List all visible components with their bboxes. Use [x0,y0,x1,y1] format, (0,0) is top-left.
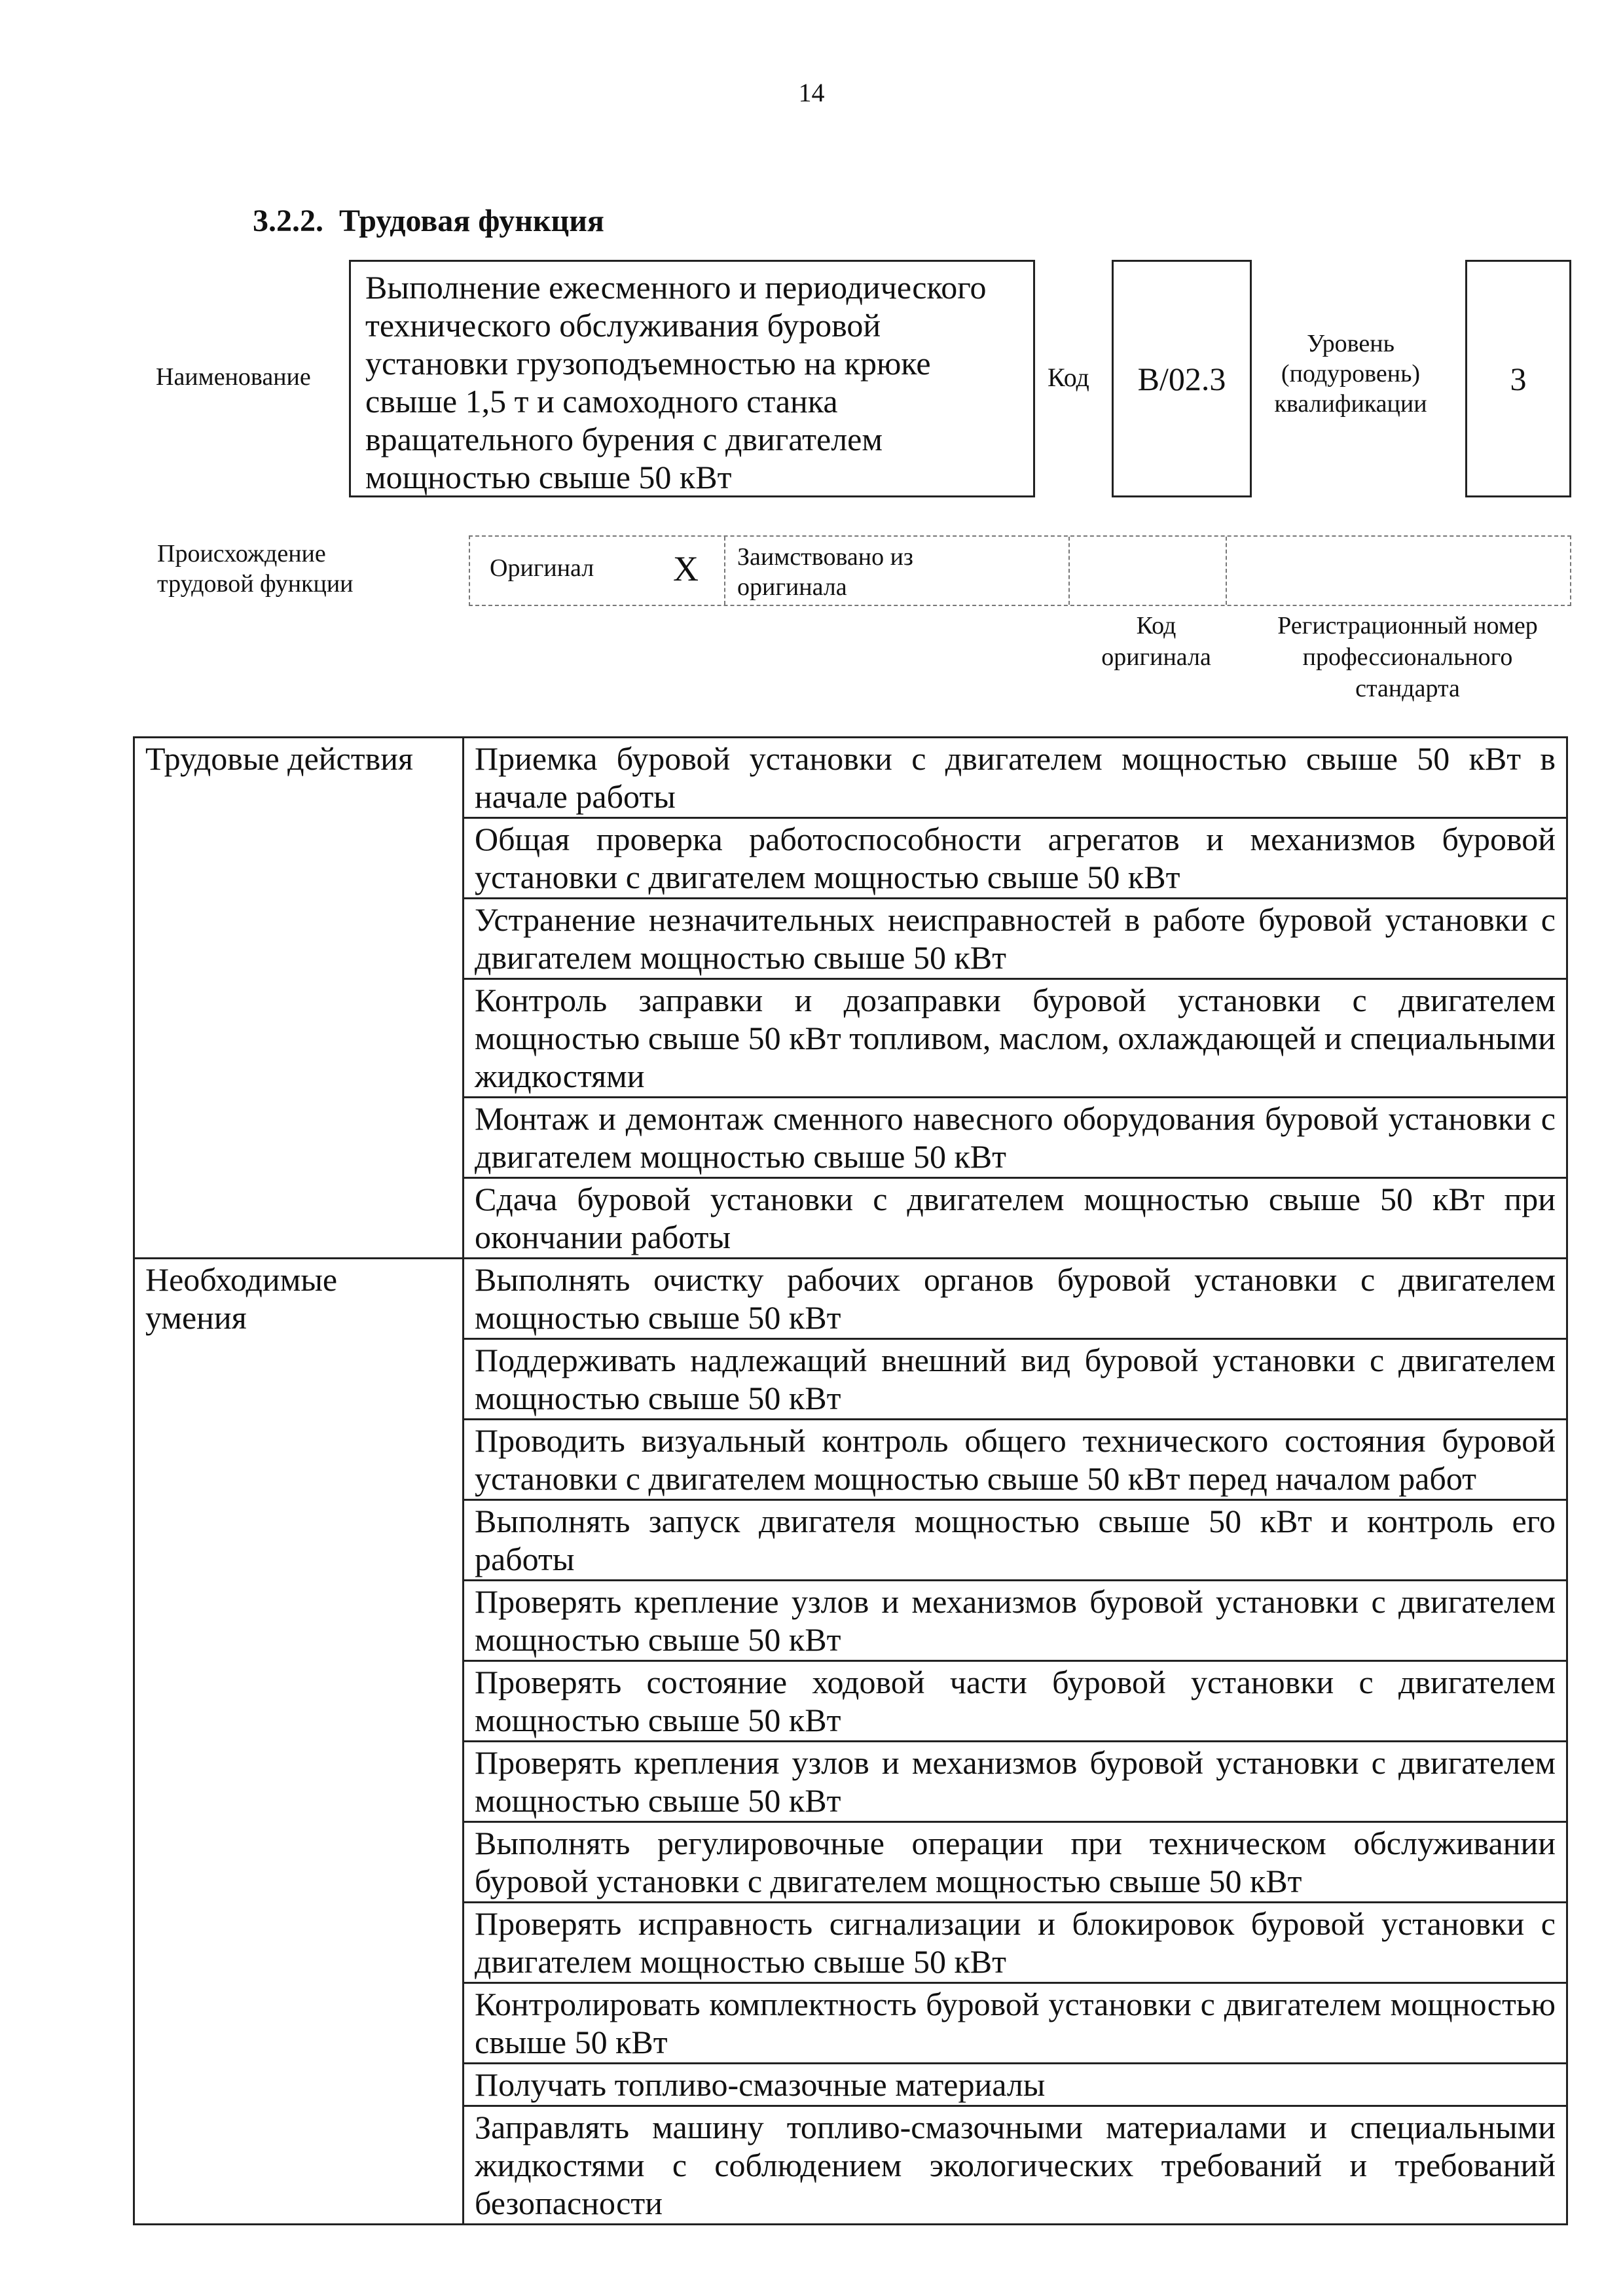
origin-code-cell [1070,537,1227,605]
function-name-line: технического обслуживания буровой [365,307,881,344]
code-label: Код [1048,363,1089,392]
code-box [1112,260,1252,497]
table-row [134,1259,1567,1339]
level-box [1465,260,1571,497]
table-item: Проверять крепление узлов и механизмов буровой установки с двигателем мощностью свыше 50 кВт [464,1581,1567,1661]
code-value: B/02.3 [1137,360,1226,397]
table-item: Проверять крепления узлов и механизмов буровой установки с двигателем мощностью свыше 50 кВт [464,1742,1567,1822]
level-value: 3 [1510,360,1527,397]
original-code-caption [1065,610,1248,673]
table-item: Сдача буровой установки с двигателем мощностью свыше 50 кВт при окончании работы [464,1178,1567,1259]
table-row [134,738,1567,818]
table-item: Монтаж и демонтаж сменного навесного оборудования буровой установки с двигателем мощностью свыше 50 кВт [464,1098,1567,1178]
page-number: 14 [798,78,825,107]
function-name-line: свыше 1,5 т и самоходного станка [365,383,838,420]
table-item: Поддерживать надлежащий внешний вид буровой установки с двигателем мощностью свыше 50 кВт [464,1339,1567,1420]
registration-number-caption [1244,610,1571,704]
borrowed-label-line: Заимствовано из [737,543,913,571]
origin-label-line: Происхождение [157,540,326,567]
original-mark: X [673,549,699,588]
table-item: Устранение незначительных неисправностей в работе буровой установки с двигателем мощностью свыше 50 кВт [464,899,1567,979]
level-label-line: Уровень [1307,330,1395,357]
table-item: Выполнять запуск двигателя мощностью свыше 50 кВт и контроль его работы [464,1500,1567,1581]
origin-row [469,535,1571,606]
table-item: Приемка буровой установки с двигателем мощностью свыше 50 кВт в начале работы [464,738,1567,818]
function-details-table [133,736,1568,2225]
level-label-line: квалификации [1274,390,1427,418]
level-label-line: (подуровень) [1281,360,1421,387]
section-cell-line: Трудовые действия [145,740,413,777]
borrowed-label-line: оригинала [737,573,847,601]
table-item: Контроль заправки и дозаправки буровой установки с двигателем мощностью свыше 50 кВт топливом, маслом, охлаждающей и специальными жидкостями [464,979,1567,1098]
origin-label [157,539,354,599]
section-heading [253,203,604,239]
origin-borrowed-cell [725,537,1070,605]
table-item: Получать топливо-смазочные материалы [464,2064,1567,2106]
table-item: Проверять исправность сигнализации и блокировок буровой установки с двигателем мощностью свыше 50 кВт [464,1903,1567,1983]
caption-line: Код [1136,612,1176,639]
caption-line: профессионального [1302,643,1513,671]
origin-label-line: трудовой функции [157,570,354,598]
caption-line: стандарта [1355,675,1460,702]
caption-line: Регистрационный номер [1277,612,1538,639]
table-item: Выполнять очистку рабочих органов буровой установки с двигателем мощностью свыше 50 кВт [464,1259,1567,1339]
table-item: Проводить визуальный контроль общего технического состояния буровой установки с двигателем мощностью свыше 50 кВт перед началом работ [464,1420,1567,1500]
original-label: Оригинал [490,554,594,582]
origin-reg-cell [1227,537,1570,605]
section-cell-line: Необходимые [145,1261,338,1298]
function-name-box [349,260,1035,497]
table-item: Заправлять машину топливо-смазочными материалами и специальными жидкостями с соблюдением экологических требований и требований безопасности [464,2106,1567,2225]
level-label [1262,329,1439,419]
function-name-line: установки грузоподъемностью на крюке [365,345,931,382]
table-item: Проверять состояние ходовой части буровой установки с двигателем мощностью свыше 50 кВт [464,1661,1567,1742]
function-name-line: Выполнение ежесменного и периодического [365,269,987,306]
table-item: Выполнять регулировочные операции при техническом обслуживании буровой установки с двигателем мощностью свыше 50 кВт [464,1822,1567,1903]
function-name-line: вращательного бурения с двигателем [365,421,883,457]
origin-original-cell [470,537,725,605]
function-name-line: мощностью свыше 50 кВт [365,459,732,495]
borrowed-label [737,542,913,602]
section-title: Трудовая функция [339,204,604,238]
table-item: Контролировать комплектность буровой установки с двигателем мощностью свыше 50 кВт [464,1983,1567,2064]
section-cell-labor-actions [134,738,464,1259]
caption-line: оригинала [1101,643,1211,671]
section-cell-line: умения [145,1299,247,1336]
section-number: 3.2.2. [253,204,323,238]
name-label: Наименование [156,363,311,391]
table-item: Общая проверка работоспособности агрегатов и механизмов буровой установки с двигателем мощностью свыше 50 кВт [464,818,1567,899]
section-cell-required-skills [134,1259,464,2225]
